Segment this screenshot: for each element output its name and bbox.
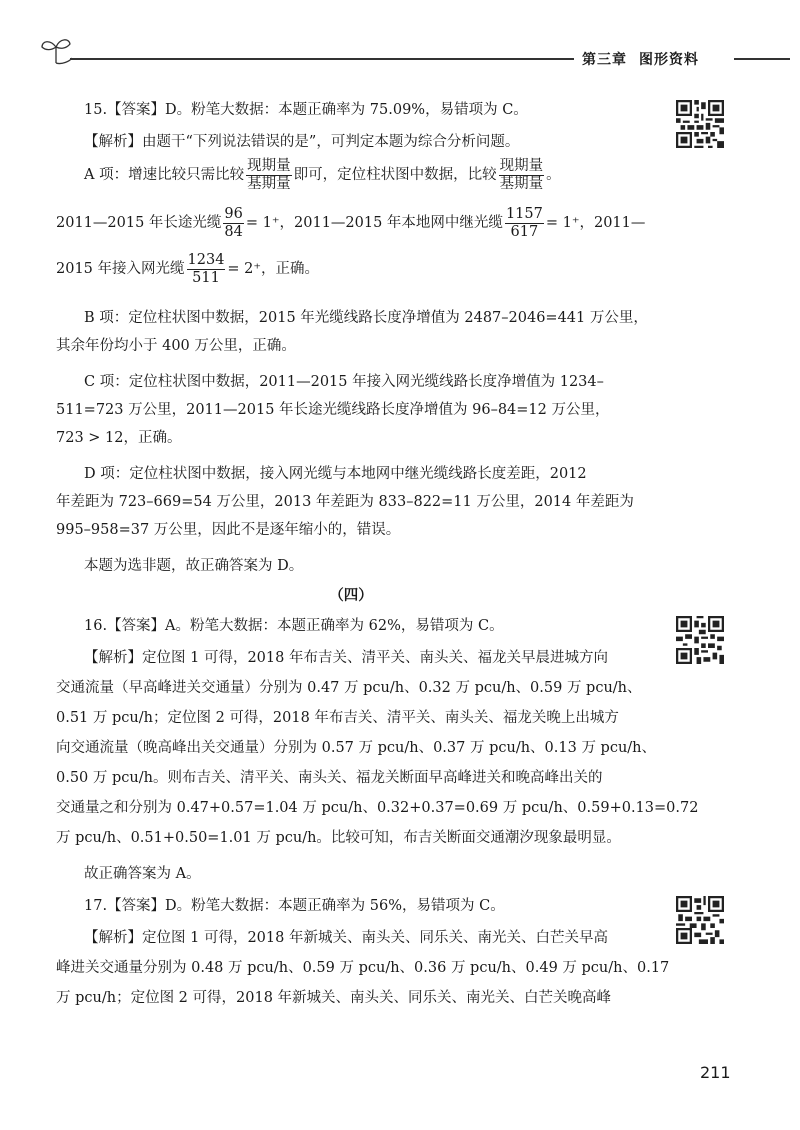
fraction-96-84: $\frac{96}{84}$ <box>224 206 243 240</box>
q16-analysis-line2: 交通流量（早高峰进关交通量）分别为 0.47 万 pcu/h、0.32 万 pcu/h、0.59 万 pcu/h、 <box>56 680 642 696</box>
q15-option-c-line2: 511=723 万公里，2011—2015 年长途光缆线路长度净增值为 96–84=12 万公里， <box>56 402 610 418</box>
q16-analysis-line3: 0.51 万 pcu/h；定位图 2 可得，2018 年布吉关、清平关、南头关、福龙关晚上出城方 <box>56 710 619 726</box>
chapter-label: 第三章 <box>582 52 627 68</box>
q15-option-a-line3: 2015 年接入网光缆 $\frac{1234}{511}$ = 2⁺，正确。 <box>56 252 320 286</box>
q17-analysis-line2: 峰进关交通量分别为 0.48 万 pcu/h、0.59 万 pcu/h、0.36 万 pcu/h、0.49 万 pcu/h、0.17 <box>56 960 670 976</box>
q16-analysis-line5: 0.50 万 pcu/h。则布吉关、清平关、南头关、福龙关断面早高峰进关和晚高峰出关的 <box>56 770 603 786</box>
chapter-title: 图形资料 <box>639 52 699 68</box>
sprout-logo-icon <box>36 33 76 67</box>
header-rule-right <box>734 58 790 60</box>
q15-option-c-line3: 723 > 12，正确。 <box>56 430 182 446</box>
header-rule-left <box>70 58 574 60</box>
q16-analysis-line4: 向交通流量（晚高峰出关交通量）分别为 0.57 万 pcu/h、0.37 万 pcu/h、0.13 万 pcu/h、 <box>56 740 657 756</box>
fraction-current-over-base: $\frac{\text{现期量}}{\text{基期量}}$ <box>499 158 544 192</box>
q15-a-text: A 项：增速比较只需比较 <box>84 167 245 184</box>
q15-option-a-line1: A 项：增速比较只需比较 $\frac{\text{现期量}}{\text{基期量}}$ 即可，定位柱状图中数据，比较 $\frac{\text{现期量}}{\text{基期量}}$ 。 <box>84 158 561 192</box>
q15-a-text2: 即可，定位柱状图中数据，比较 <box>293 167 497 184</box>
q15-answer: 15.【答案】D。粉笔大数据：本题正确率为 75.09%，易错项为 C。 <box>84 102 528 118</box>
q15-option-d-line2: 年差距为 723–669=54 万公里，2013 年差距为 833–822=11 万公里，2014 年差距为 <box>56 494 634 510</box>
q15-analysis: 【解析】由题干“下列说法错误的是”，可判定本题为综合分析问题。 <box>84 134 520 150</box>
q16-analysis-line7: 万 pcu/h、0.51+0.50=1.01 万 pcu/h。比较可知，布吉关断面交通潮汐现象最明显。 <box>56 830 621 846</box>
q16-analysis-line6: 交通量之和分别为 0.47+0.57=1.04 万 pcu/h、0.32+0.37=0.69 万 pcu/h、0.59+0.13=0.72 <box>56 800 699 816</box>
running-header <box>582 49 711 69</box>
qr-code-icon[interactable] <box>676 616 724 664</box>
q15-option-b-line2: 其余年份均小于 400 万公里，正确。 <box>56 338 296 354</box>
q16-conclusion: 故正确答案为 A。 <box>84 866 201 882</box>
q15-option-b-line1: B 项：定位柱状图中数据，2015 年光缆线路长度净增值为 2487–2046=441 万公里， <box>84 310 648 326</box>
fraction-1234-511: $\frac{1234}{511}$ <box>187 252 225 286</box>
q16-analysis-line1: 【解析】定位图 1 可得，2018 年布吉关、清平关、南头关、福龙关早晨进城方向 <box>84 650 608 666</box>
section-heading: （四） <box>329 588 373 604</box>
q15-conclusion: 本题为选非题，故正确答案为 D。 <box>84 558 304 574</box>
qr-code-icon[interactable] <box>676 896 724 944</box>
q16-answer: 16.【答案】A。粉笔大数据：本题正确率为 62%，易错项为 C。 <box>84 618 504 634</box>
q15-option-c-line1: C 项：定位柱状图中数据，2011—2015 年接入网光缆线路长度净增值为 1234– <box>84 374 604 390</box>
page-number: 211 <box>700 1063 731 1082</box>
q15-option-d-line1: D 项：定位柱状图中数据，接入网光缆与本地网中继光缆线路长度差距，2012 <box>84 466 587 482</box>
q15-option-d-line3: 995–958=37 万公里，因此不是逐年缩小的，错误。 <box>56 522 401 538</box>
q17-analysis-line3: 万 pcu/h；定位图 2 可得，2018 年新城关、南头关、同乐关、南光关、白芒关晚高峰 <box>56 990 612 1006</box>
q17-analysis-line1: 【解析】定位图 1 可得，2018 年新城关、南头关、同乐关、南光关、白芒关早高 <box>84 930 608 946</box>
q17-answer: 17.【答案】D。粉笔大数据：本题正确率为 56%，易错项为 C。 <box>84 898 505 914</box>
fraction-current-over-base: $\frac{\text{现期量}}{\text{基期量}}$ <box>247 158 291 192</box>
qr-code-icon[interactable] <box>676 100 724 148</box>
fraction-1157-617: $\frac{1157}{617}$ <box>505 206 543 240</box>
q15-option-a-line2: 2011—2015 年长途光缆 $\frac{96}{84}$ = 1⁺，2011—2015 年本地网中继光缆 $\frac{1157}{617}$ = 1⁺，2011— <box>56 206 646 240</box>
